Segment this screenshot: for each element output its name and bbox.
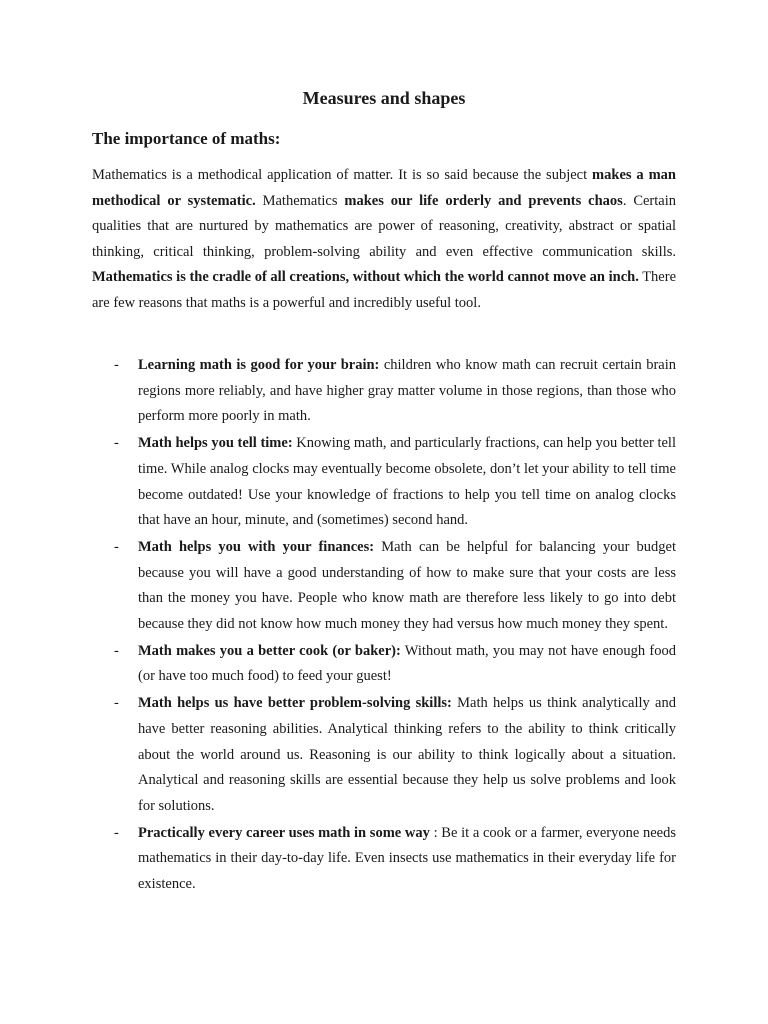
intro-bold-3: Mathematics is the cradle of all creations, without which the world cannot move an inch. xyxy=(92,269,639,285)
document-title: Measures and shapes xyxy=(302,88,466,108)
bullet-dash: - xyxy=(114,538,119,555)
reasons-list xyxy=(92,353,676,899)
bullet-dash: - xyxy=(114,824,119,841)
bullet-lead: Practically every career uses math in some way xyxy=(138,824,430,841)
bullet-dash: - xyxy=(114,642,119,659)
intro-text-3: . Certain qualities that are nurtured by mathematics are power of reasoning, creativity, abstract or spatial thinking, critical thinking, problem-solving ability and even effective communication skills. xyxy=(92,192,677,260)
bullet-dash: - xyxy=(114,435,119,452)
intro-text-2: Mathematics xyxy=(255,192,345,209)
list-item xyxy=(92,691,676,820)
bullet-text: : Be it a cook or a farmer, everyone needs mathematics in their day-to-day life. Even insects use mathematics in their everyday life for existence. xyxy=(138,824,676,893)
intro-bold-1: makes a man methodical or systematic. xyxy=(92,167,676,209)
list-item xyxy=(92,353,676,430)
intro-bold-2: makes our life orderly and prevents chaos xyxy=(344,192,623,209)
bullet-lead: Learning math is good for your brain: xyxy=(138,357,380,373)
list-item xyxy=(92,639,676,690)
intro-text-4: There are few reasons that maths is a powerful and incredibly useful tool. xyxy=(92,269,677,311)
list-item xyxy=(92,535,676,638)
bullet-dash: - xyxy=(114,357,119,373)
bullet-text: Knowing math, and particularly fractions, can help you better tell time. While analog clocks may eventually become obsolete, don’t let your ability to tell time become outdated! Use your knowledge of fractions to help you tell time on analog clocks that have an hour, minute, and (sometimes) second hand. xyxy=(138,435,676,529)
bullet-lead: Math helps us have better problem-solving skills: xyxy=(138,695,452,712)
list-item xyxy=(92,821,676,898)
list-item xyxy=(92,431,676,534)
bullet-text: children who know math can recruit certain brain regions more reliably, and have higher gray matter volume in those regions, than those who perform more poorly in math. xyxy=(138,357,676,425)
intro-paragraph xyxy=(92,163,676,316)
section-heading: The importance of maths: xyxy=(92,129,281,148)
bullet-dash: - xyxy=(114,695,119,712)
bullet-text: Math helps us think analytically and have better reasoning abilities. Analytical thinking refers to the ability to think critically about the world around us. Reasoning is our ability to think logically about a situation. Analytical and reasoning skills are essential because they help us solve problems and look for solutions. xyxy=(138,695,676,814)
intro-text-1: Mathematics is a methodical application of matter. It is so said because the subject xyxy=(92,167,593,183)
bullet-lead: Math makes you a better cook (or baker): xyxy=(138,642,401,659)
bullet-lead: Math helps you with your finances: xyxy=(138,538,375,555)
bullet-lead: Math helps you tell time: xyxy=(138,435,293,452)
bullet-text: Without math, you may not have enough food (or have too much food) to feed your guest! xyxy=(138,642,676,685)
bullet-text: Math can be helpful for balancing your budget because you will have a good understanding of how to make sure that your costs are less than the money you have. People who know math are therefore less likely to go into debt because they did not know how much money they had versus how much money they spent. xyxy=(138,538,676,633)
